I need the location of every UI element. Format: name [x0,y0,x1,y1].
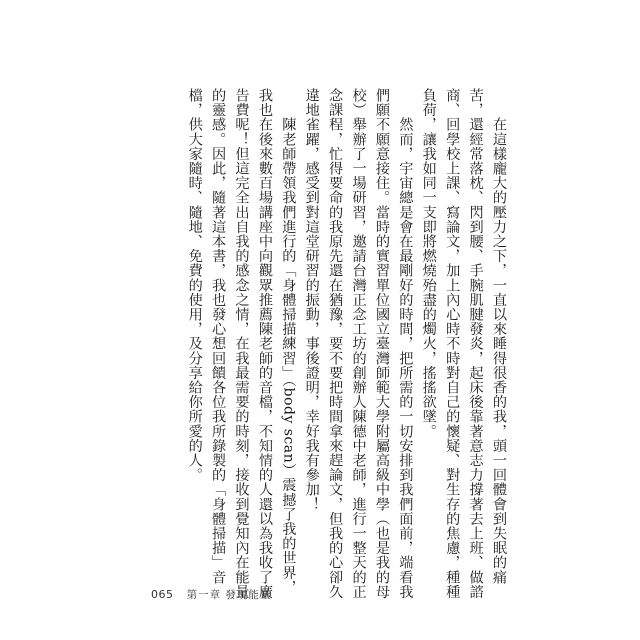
body-text [142,88,510,600]
paragraph-2: 然而，宇宙總是會在最剛好的時間，把所需的一切安排到我們面前，端看我們願不願意接住。當時的實習單位國立臺灣師範大學附屬高級中學（也是我的母校）舉辦了一場研習，邀請台灣正念工坊的創辦人陳德中老師，進行一整天的正念課程，忙得要命的我原先還在猶豫，要不要把時間拿來趕論文，但我的心卻久違地雀躍，感受到對這堂研習的振動，事後證明，幸好我有參加！ [303,88,414,599]
paragraph-3: 陳老師帶領我們進行的「身體掃描練習」（body scan）震撼了我的世界，我也在後來數百場講座中向觀眾推薦陳老師的音檔，不知情的人還以為我收了廣告費呢！但這完全出自我的感念之情，在我最需要的時刻，接收到覺知內在能量的靈感。因此，隨著這本書，我也發心想回饋各位我所錄製的「身體掃描」音檔，供大家隨時、隨地、免費的使用，及分享給你所愛的人。 [186,88,297,599]
paragraph-1: 在這樣龐大的壓力之下，一直以來睡得很香的我，頭一回體會到失眠的痛苦，還經常落枕、閃到腰、手腕肌腱發炎，起床後靠著意志力撐著去上班、做諮商、回學校上課、寫論文，加上內心時不時對自己的懷疑、對生存的焦慮，種種負荷，讓我如同一支即將燃燒殆盡的燭火，搖搖欲墜。 [420,88,507,599]
page-number: 065 [151,588,174,601]
page-footer [151,583,271,602]
chapter-title: 第一章 發現能量 [186,589,272,601]
